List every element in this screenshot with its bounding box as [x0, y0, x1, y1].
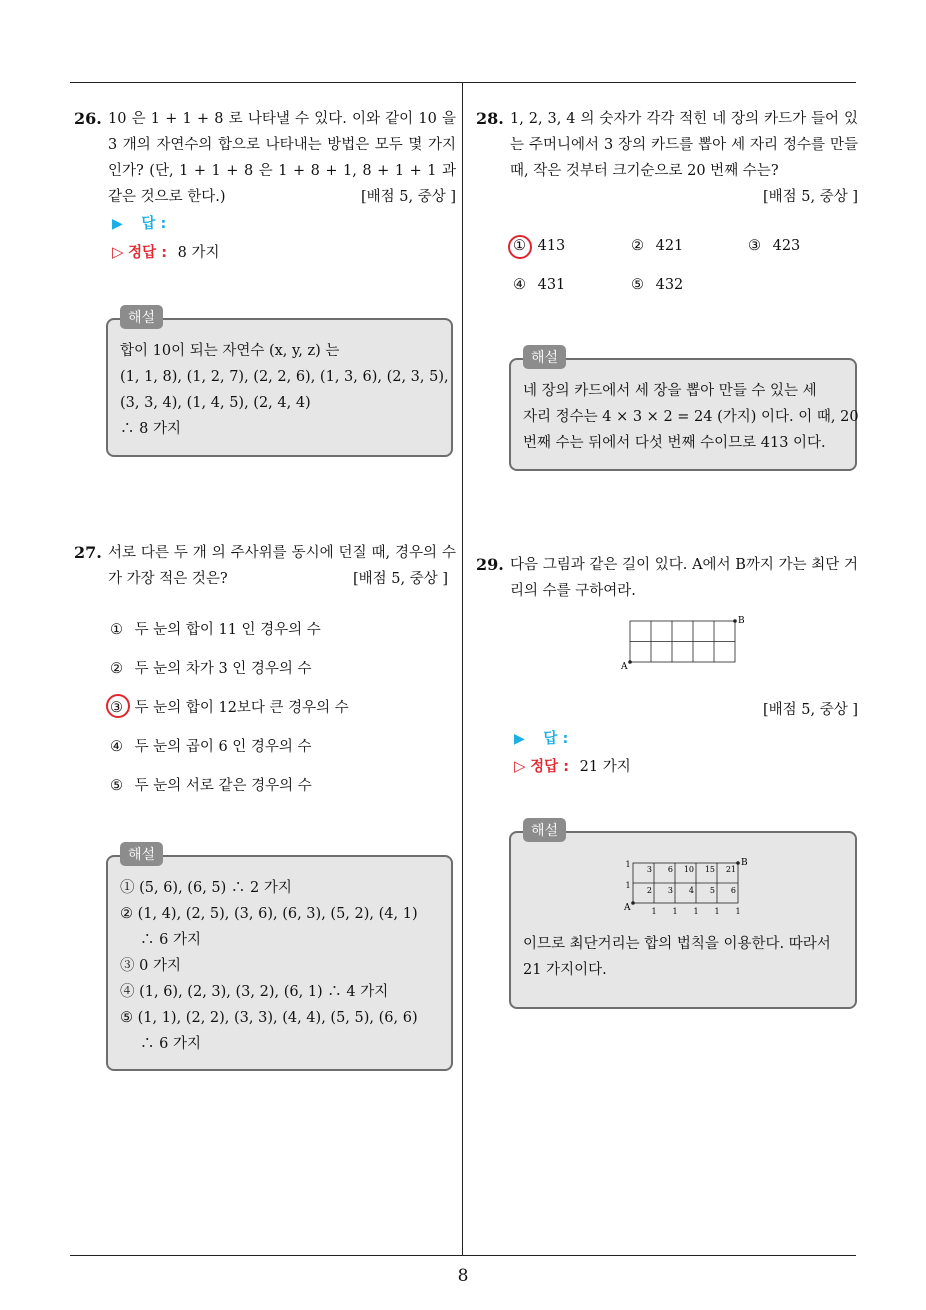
problem-27-score: [배점 5, 중상 ] — [352, 571, 448, 587]
choice-number: ④ — [110, 739, 123, 755]
choice-text: 421 — [655, 238, 684, 254]
explanation-tab: 해설 — [120, 305, 163, 329]
explanation-line: 21 가지이다. — [523, 962, 607, 978]
grid-count: 6 — [730, 886, 736, 895]
correct-value: 8 가지 — [177, 245, 220, 261]
explanation-line: ② (1, 4), (2, 5), (3, 6), (6, 3), (5, 2), (4, 1) — [120, 906, 418, 922]
correct-arrow-icon: ▷ — [112, 243, 124, 261]
explanation-line: ∴ 8 가지 — [120, 421, 181, 437]
choice-text: 두 눈의 합이 11 인 경우의 수 — [134, 622, 321, 638]
problem-26-score: [배점 5, 중상 ] — [360, 189, 456, 205]
problem-26-correct — [74, 238, 456, 267]
choice-3[interactable] — [110, 696, 349, 717]
explanation-tab: 해설 — [120, 842, 163, 866]
choice-number: ④ — [513, 277, 526, 293]
answer-arrow-icon: ▶ — [514, 731, 525, 747]
explanation-line: ∴ 6 가지 — [140, 1036, 201, 1052]
choice-number: ① — [110, 622, 123, 638]
point-b — [733, 619, 737, 623]
problem-26-question — [74, 106, 456, 210]
choice-5[interactable] — [110, 774, 312, 795]
explanation-line: (3, 3, 4), (1, 4, 5), (2, 4, 4) — [120, 395, 311, 411]
grid-count: 3 — [667, 886, 673, 895]
label-a: A — [621, 662, 628, 672]
problem-26-text: 10 은 1 + 1 + 8 로 나타낼 수 있다. 이와 같이 10 을 3 개의 자연수의 합으로 나타내는 방법은 모두 몇 가지 인가? (단, 1 + 1 + 8 은 1 + 8 + 1, 8 + 1 + 1 과 같은 것으로 한다.) — [108, 111, 456, 205]
choice-4[interactable] — [110, 735, 312, 756]
problem-29-number: 29. — [476, 555, 504, 574]
problem-28-text: 1, 2, 3, 4 의 숫자가 각각 적힌 네 장의 카드가 들어 있는 주머니에서 3 장의 카드를 뽑아 세 자리 정수를 만들 때, 작은 것부터 크기순으로 20 번째 수는? — [510, 111, 858, 179]
grid-count: 1 — [714, 907, 720, 916]
choice-4[interactable] — [513, 277, 565, 293]
bottom-rule — [70, 1255, 856, 1256]
problem-26-explanation — [106, 310, 453, 457]
choice-text: 두 눈의 차가 3 인 경우의 수 — [134, 661, 312, 677]
choice-number: ② — [631, 238, 644, 254]
page-number: 8 — [457, 1266, 469, 1286]
problem-27-question — [74, 540, 456, 592]
grid-count: 4 — [688, 886, 694, 895]
grid-count: 10 — [683, 865, 694, 874]
grid-count: 15 — [704, 865, 715, 874]
grid-count: 1 — [651, 907, 657, 916]
choice-text: 두 눈의 서로 같은 경우의 수 — [134, 778, 312, 794]
choice-text: 두 눈의 곱이 6 인 경우의 수 — [134, 739, 312, 755]
problem-29-score: [배점 5, 중상 ] — [762, 702, 858, 718]
grid-count: 5 — [709, 886, 715, 895]
problem-27-number: 27. — [74, 543, 102, 562]
correct-label: 정답 : — [530, 759, 570, 775]
correct-value: 21 가지 — [579, 759, 631, 775]
choice-number: ⑤ — [631, 277, 644, 293]
problem-29 — [476, 552, 858, 604]
explanation-line: 합이 10이 되는 자연수 (x, y, z) 는 — [120, 343, 340, 359]
choice-number: ② — [110, 661, 123, 677]
choice-number: ③ — [110, 700, 123, 716]
choice-text: 431 — [537, 277, 566, 293]
problem-28 — [476, 106, 858, 210]
selected-answer-circle-icon — [508, 235, 532, 259]
problem-29-text: 다음 그림과 같은 길이 있다. A에서 B까지 가는 최단 거리의 수를 구하여라. — [510, 557, 858, 599]
choice-number: ① — [513, 238, 526, 254]
path-grid-diagram — [618, 612, 758, 672]
column-divider — [462, 82, 463, 1255]
label-b: B — [738, 616, 745, 626]
explanation-line: ∴ 6 가지 — [140, 932, 201, 948]
choice-5[interactable] — [631, 277, 683, 293]
choice-1[interactable] — [110, 618, 321, 639]
explanation-line: 자리 정수는 4 × 3 × 2 = 24 (가지) 이다. 이 때, 20 — [523, 409, 859, 425]
choice-text: 413 — [537, 238, 566, 254]
grid-count: 6 — [667, 865, 673, 874]
grid-count: 3 — [646, 865, 652, 874]
problem-26-answer — [74, 210, 456, 238]
grid-count: 1 — [625, 881, 631, 890]
problem-29-answer — [476, 725, 568, 753]
choice-2[interactable] — [631, 238, 683, 254]
answer-label: 답 : — [141, 216, 167, 232]
problem-26 — [74, 106, 456, 267]
choice-text: 423 — [772, 238, 801, 254]
point-a — [628, 660, 632, 664]
explanation-tab: 해설 — [523, 818, 566, 842]
problem-28-explanation — [509, 350, 859, 471]
label-a: A — [624, 903, 631, 913]
problem-29-correct — [476, 752, 631, 781]
explanation-line: 네 장의 카드에서 세 장을 뽑아 만들 수 있는 세 — [523, 383, 817, 399]
label-b: B — [741, 858, 748, 868]
answer-arrow-icon: ▶ — [112, 216, 123, 232]
problem-28-score: [배점 5, 중상 ] — [762, 189, 858, 205]
top-rule — [70, 82, 856, 83]
choice-3[interactable] — [748, 238, 800, 254]
selected-answer-circle-icon — [106, 694, 130, 718]
explanation-line: ③ 0 가지 — [120, 958, 181, 974]
problem-29-explanation — [509, 823, 857, 1009]
correct-label: 정답 : — [128, 245, 168, 261]
answer-label: 답 : — [543, 731, 569, 747]
choice-2[interactable] — [110, 657, 312, 678]
problem-28-number: 28. — [476, 109, 504, 128]
path-count-grid-diagram — [621, 855, 761, 917]
choice-number: ③ — [748, 238, 761, 254]
grid-lines — [630, 621, 735, 662]
choice-text: 432 — [655, 277, 684, 293]
explanation-line: 이므로 최단거리는 합의 법칙을 이용한다. 따라서 — [523, 936, 831, 952]
problem-27 — [74, 540, 456, 592]
explanation-line: 번째 수는 뒤에서 다섯 번째 수이므로 413 이다. — [523, 435, 826, 451]
explanation-line: ④ (1, 6), (2, 3), (3, 2), (6, 1) ∴ 4 가지 — [120, 984, 389, 1000]
grid-count: 1 — [625, 860, 631, 869]
explanation-line: (1, 1, 8), (1, 2, 7), (2, 2, 6), (1, 3, 6), (2, 3, 5), — [120, 369, 449, 385]
problem-27-text: 서로 다른 두 개 의 주사위를 동시에 던질 때, 경우의 수가 가장 적은 것은? — [108, 545, 456, 587]
choice-text: 두 눈의 합이 12보다 큰 경우의 수 — [134, 700, 349, 716]
explanation-line: ⑤ (1, 1), (2, 2), (3, 3), (4, 4), (5, 5), (6, 6) — [120, 1010, 418, 1026]
point-b — [736, 861, 740, 865]
grid-count: 2 — [646, 886, 652, 895]
grid-count: 21 — [725, 865, 736, 874]
choice-number: ⑤ — [110, 778, 123, 794]
problem-27-explanation — [106, 847, 453, 1071]
grid-count: 1 — [693, 907, 699, 916]
explanation-tab: 해설 — [523, 345, 566, 369]
problem-28-question — [476, 106, 858, 184]
correct-arrow-icon: ▷ — [514, 757, 526, 775]
explanation-line: ① (5, 6), (6, 5) ∴ 2 가지 — [120, 880, 292, 896]
grid-count: 1 — [672, 907, 678, 916]
problem-26-number: 26. — [74, 109, 102, 128]
problem-29-question — [476, 552, 858, 604]
grid-count: 1 — [735, 907, 741, 916]
point-a — [631, 901, 635, 905]
